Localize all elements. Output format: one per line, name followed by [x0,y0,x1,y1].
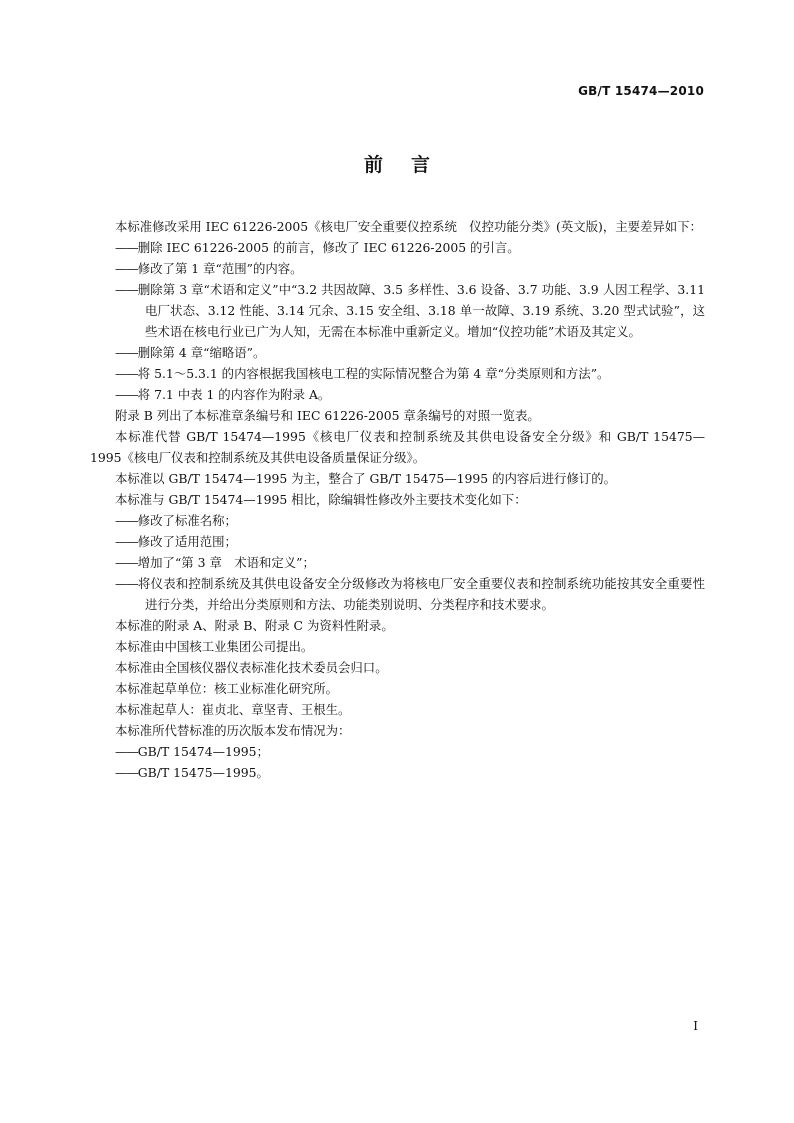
paragraph: 本标准起草人：崔贞北、章坚青、王根生。 [115,702,351,717]
dash-item: ——增加了“第 3 章 术语和定义”； [115,555,315,570]
paragraph: 本标准起草单位：核工业标准化研究所。 [115,681,339,696]
dash-item: ——删除第 3 章“术语和定义”中“3.2 共因故障、3.5 多样性、3.6 设备、3.7 功能、3.9 人因工程学、3.11 电厂状态、3.12 性能、3.14 冗余、3.15 安全组、3.18 单一故障、3.19 系统、3.20 型式试验”，这些术语在核电行业已广为人知，无需在本标准中重新定义。增加“仪控功能”术语及其定义。 [115,282,705,339]
paragraph: 本标准代替 GB/T 15474—1995《核电厂仪表和控制系统及其供电设备安全分级》和 GB/T 15475—1995《核电厂仪表和控制系统及其供电设备质量保证分级》。 [90,429,705,465]
paragraph: 本标准由全国核仪器仪表标准化技术委员会归口。 [115,660,388,675]
dash-item: ——修改了标准名称； [115,513,237,528]
preface-body [90,216,705,783]
dash-item: ——修改了适用范围； [115,534,237,549]
page-number: I [693,1019,698,1033]
page-title: 前言 [363,154,458,176]
standard-code-header: GB/T 15474—2010 [578,84,704,98]
paragraph: 本标准的附录 A、附录 B、附录 C 为资料性附录。 [115,618,394,633]
paragraph: 附录 B 列出了本标准章条编号和 IEC 61226-2005 章条编号的对照一览表。 [115,408,540,423]
paragraph: 本标准由中国核工业集团公司提出。 [115,639,314,654]
dash-item: ——将仪表和控制系统及其供电设备安全分级修改为将核电厂安全重要仪表和控制系统功能按其安全重要性进行分类，并给出分类原则和方法、功能类别说明、分类程序和技术要求。 [115,576,705,612]
dash-item: ——修改了第 1 章“范围”的内容。 [115,261,303,276]
paragraph: 本标准以 GB/T 15474—1995 为主，整合了 GB/T 15475—1995 的内容后进行修订的。 [115,471,617,486]
paragraph: 本标准与 GB/T 15474—1995 相比，除编辑性修改外主要技术变化如下： [115,492,527,507]
dash-item: ——GB/T 15475—1995。 [115,765,269,780]
dash-item: ——GB/T 15474—1995； [115,744,269,759]
paragraph: 本标准修改采用 IEC 61226-2005《核电厂安全重要仪控系统 仪控功能分类》(英文版)，主要差异如下： [115,219,702,234]
dash-item: ——删除 IEC 61226-2005 的前言，修改了 IEC 61226-2005 的引言。 [115,240,520,255]
dash-item: ——删除第 4 章“缩略语”。 [115,345,266,360]
dash-item: ——将 7.1 中表 1 的内容作为附录 A。 [115,387,331,402]
dash-item: ——将 5.1～5.3.1 的内容根据我国核电工程的实际情况整合为第 4 章“分类原则和方法”。 [115,366,610,381]
paragraph: 本标准所代替标准的历次版本发布情况为： [115,723,351,738]
